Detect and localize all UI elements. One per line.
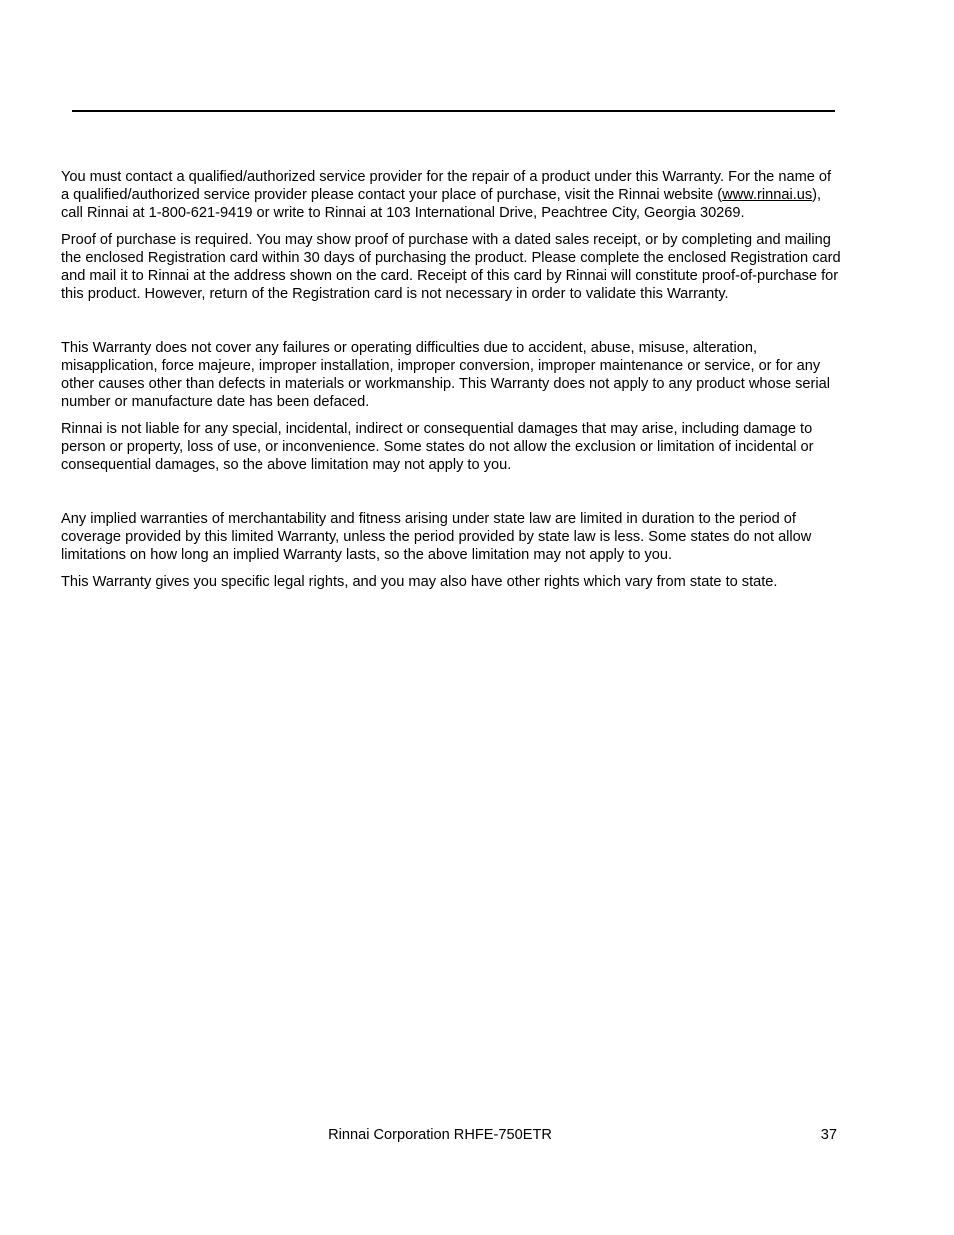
legal-rights-paragraph: This Warranty gives you specific legal rights, and you may also have other rights which vary from state to state.	[61, 574, 778, 590]
service-provider-paragraph	[61, 168, 841, 222]
section-gap	[61, 483, 841, 510]
section-gap	[61, 312, 841, 339]
service-section	[61, 168, 841, 303]
proof-of-purchase-paragraph: Proof of purchase is required. You may show proof of purchase with a dated sales receipt, or by completing and mailing the enclosed Registration card within 30 days of purchasing the product. Please complete the enclosed Registration card and mail it to Rinnai at the address shown on the card. Receipt of this card by Rinnai will constitute proof-of-purchase for this product. However, return of the Registration card is not necessary in order to validate this Warranty.	[61, 232, 841, 302]
liability-paragraph: Rinnai is not liable for any special, incidental, indirect or consequential damages that may arise, including damage to person or property, loss of use, or inconvenience. Some states do not allow the exclusion or limitation of incidental or consequential damages, so the above limitation may not apply to you.	[61, 421, 814, 473]
service-text-before-link: You must contact a qualified/authorized service provider for the repair of a product under this Warranty. For the name of a qualified/authorized service provider please contact your place of purchase, visit the Rinnai website (	[61, 169, 832, 203]
warranty-body	[61, 168, 841, 600]
implied-warranties-paragraph: Any implied warranties of merchantability and fitness arising under state law are limited in duration to the period of coverage provided by this limited Warranty, unless the period provided by state law is less. Some states do not allow limitations on how long an implied Warranty lasts, so the above limitation may not apply to you.	[61, 511, 812, 563]
rinnai-website-link[interactable]: www.rinnai.us	[722, 187, 813, 203]
page-number: 37	[820, 1127, 837, 1143]
service-text-after-link: ), call Rinnai at 1-800-621-9419 or write to Rinnai at 103 International Drive, Peachtree City, Georgia 30269.	[61, 187, 822, 221]
header-rule	[72, 110, 835, 112]
exclusions-section	[61, 339, 841, 474]
implied-warranties-section	[61, 510, 841, 591]
exclusions-paragraph: This Warranty does not cover any failures or operating difficulties due to accident, abuse, misuse, alteration, misapplication, force majeure, improper installation, improper conversion, improper maintenance or service, or for any other causes other than defects in materials or workmanship. This Warranty does not apply to any product whose serial number or manufacture date has been defaced.	[61, 340, 830, 410]
footer-title: Rinnai Corporation RHFE-750ETR	[328, 1127, 552, 1143]
